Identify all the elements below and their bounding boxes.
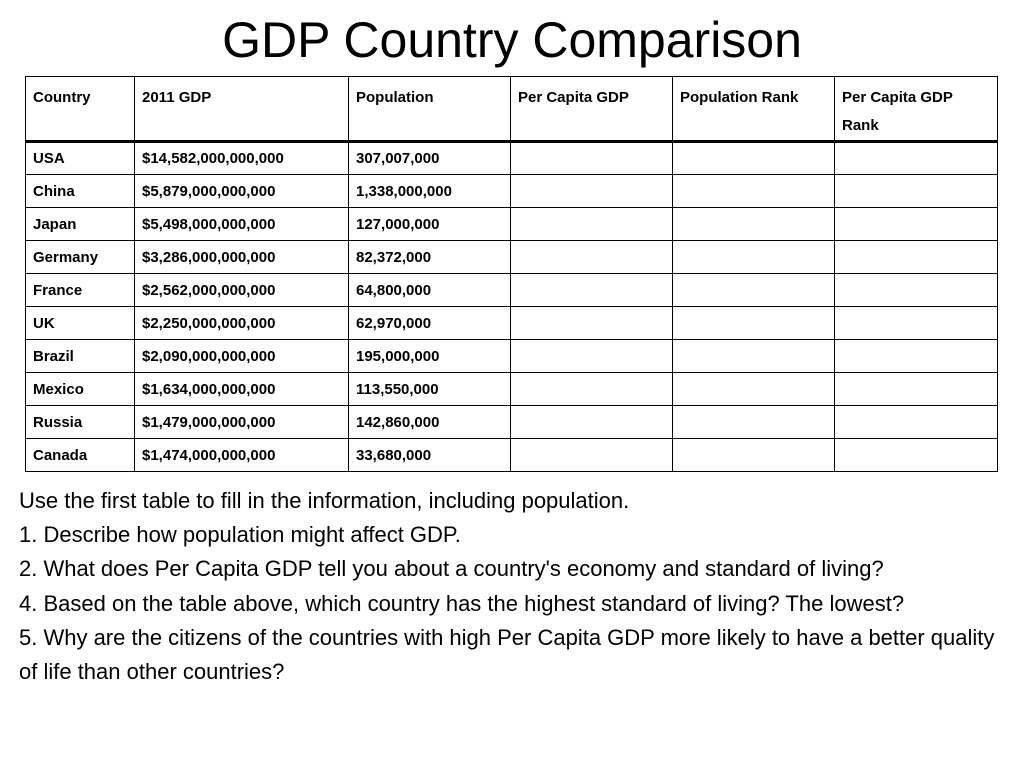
cell-population-rank[interactable] bbox=[673, 373, 835, 406]
cell-country: Japan bbox=[26, 208, 135, 241]
cell-gdp: $14,582,000,000,000 bbox=[135, 142, 349, 175]
cell-population: 1,338,000,000 bbox=[349, 175, 511, 208]
header-per-capita-gdp: Per Capita GDP bbox=[511, 77, 673, 142]
cell-population: 113,550,000 bbox=[349, 373, 511, 406]
cell-population: 127,000,000 bbox=[349, 208, 511, 241]
cell-population-rank[interactable] bbox=[673, 241, 835, 274]
instructions-intro: Use the first table to fill in the information, including population. bbox=[19, 488, 630, 513]
cell-per-capita-gdp[interactable] bbox=[511, 307, 673, 340]
instructions-block bbox=[19, 484, 1014, 689]
cell-gdp: $2,250,000,000,000 bbox=[135, 307, 349, 340]
header-per-capita-gdp-rank: Per Capita GDP Rank bbox=[835, 77, 998, 142]
gdp-comparison-table bbox=[25, 76, 998, 472]
cell-population: 62,970,000 bbox=[349, 307, 511, 340]
table-row bbox=[26, 373, 998, 406]
cell-per-capita-gdp[interactable] bbox=[511, 241, 673, 274]
cell-gdp: $1,634,000,000,000 bbox=[135, 373, 349, 406]
header-population: Population bbox=[349, 77, 511, 142]
question-2: 2. What does Per Capita GDP tell you about a country's economy and standard of living? bbox=[19, 556, 884, 582]
table-row bbox=[26, 142, 998, 175]
cell-country: USA bbox=[26, 142, 135, 175]
cell-population-rank[interactable] bbox=[673, 406, 835, 439]
cell-per-capita-gdp-rank[interactable] bbox=[835, 175, 998, 208]
header-population-rank: Population Rank bbox=[673, 77, 835, 142]
cell-population: 307,007,000 bbox=[349, 142, 511, 175]
cell-population: 82,372,000 bbox=[349, 241, 511, 274]
cell-per-capita-gdp[interactable] bbox=[511, 340, 673, 373]
cell-population-rank[interactable] bbox=[673, 274, 835, 307]
cell-gdp: $3,286,000,000,000 bbox=[135, 241, 349, 274]
page-title: GDP Country Comparison bbox=[222, 12, 802, 68]
cell-population-rank[interactable] bbox=[673, 208, 835, 241]
table-row bbox=[26, 340, 998, 373]
cell-country: Russia bbox=[26, 406, 135, 439]
cell-per-capita-gdp-rank[interactable] bbox=[835, 274, 998, 307]
cell-per-capita-gdp[interactable] bbox=[511, 373, 673, 406]
cell-per-capita-gdp[interactable] bbox=[511, 274, 673, 307]
cell-gdp: $1,479,000,000,000 bbox=[135, 406, 349, 439]
cell-per-capita-gdp-rank[interactable] bbox=[835, 406, 998, 439]
cell-per-capita-gdp[interactable] bbox=[511, 439, 673, 472]
table-row bbox=[26, 307, 998, 340]
question-5: 5. Why are the citizens of the countries with high Per Capita GDP more likely to have a better quality of life than other countries? bbox=[19, 624, 995, 685]
cell-gdp: $1,474,000,000,000 bbox=[135, 439, 349, 472]
question-4: 4. Based on the table above, which country has the highest standard of living? The lowest? bbox=[19, 590, 905, 616]
cell-country: Germany bbox=[26, 241, 135, 274]
cell-country: China bbox=[26, 175, 135, 208]
cell-per-capita-gdp-rank[interactable] bbox=[835, 439, 998, 472]
cell-per-capita-gdp[interactable] bbox=[511, 142, 673, 175]
cell-per-capita-gdp-rank[interactable] bbox=[835, 373, 998, 406]
header-country: Country bbox=[26, 77, 135, 142]
cell-gdp: $5,498,000,000,000 bbox=[135, 208, 349, 241]
cell-population: 33,680,000 bbox=[349, 439, 511, 472]
table-row bbox=[26, 274, 998, 307]
cell-country: France bbox=[26, 274, 135, 307]
table-row bbox=[26, 439, 998, 472]
cell-per-capita-gdp-rank[interactable] bbox=[835, 208, 998, 241]
cell-per-capita-gdp[interactable] bbox=[511, 406, 673, 439]
cell-population-rank[interactable] bbox=[673, 439, 835, 472]
cell-population: 195,000,000 bbox=[349, 340, 511, 373]
cell-population: 142,860,000 bbox=[349, 406, 511, 439]
cell-gdp: $5,879,000,000,000 bbox=[135, 175, 349, 208]
cell-per-capita-gdp-rank[interactable] bbox=[835, 307, 998, 340]
question-1: 1. Describe how population might affect GDP. bbox=[19, 522, 461, 548]
table-row bbox=[26, 241, 998, 274]
cell-per-capita-gdp-rank[interactable] bbox=[835, 241, 998, 274]
table-row bbox=[26, 208, 998, 241]
cell-per-capita-gdp[interactable] bbox=[511, 175, 673, 208]
table-header-row bbox=[26, 77, 998, 142]
cell-population-rank[interactable] bbox=[673, 307, 835, 340]
cell-per-capita-gdp-rank[interactable] bbox=[835, 340, 998, 373]
cell-country: UK bbox=[26, 307, 135, 340]
cell-per-capita-gdp[interactable] bbox=[511, 208, 673, 241]
cell-country: Brazil bbox=[26, 340, 135, 373]
cell-population-rank[interactable] bbox=[673, 175, 835, 208]
cell-population-rank[interactable] bbox=[673, 340, 835, 373]
cell-gdp: $2,090,000,000,000 bbox=[135, 340, 349, 373]
table-row bbox=[26, 406, 998, 439]
cell-country: Canada bbox=[26, 439, 135, 472]
cell-population: 64,800,000 bbox=[349, 274, 511, 307]
cell-country: Mexico bbox=[26, 373, 135, 406]
header-2011-gdp: 2011 GDP bbox=[135, 77, 349, 142]
cell-population-rank[interactable] bbox=[673, 142, 835, 175]
table-row bbox=[26, 175, 998, 208]
cell-per-capita-gdp-rank[interactable] bbox=[835, 142, 998, 175]
cell-gdp: $2,562,000,000,000 bbox=[135, 274, 349, 307]
